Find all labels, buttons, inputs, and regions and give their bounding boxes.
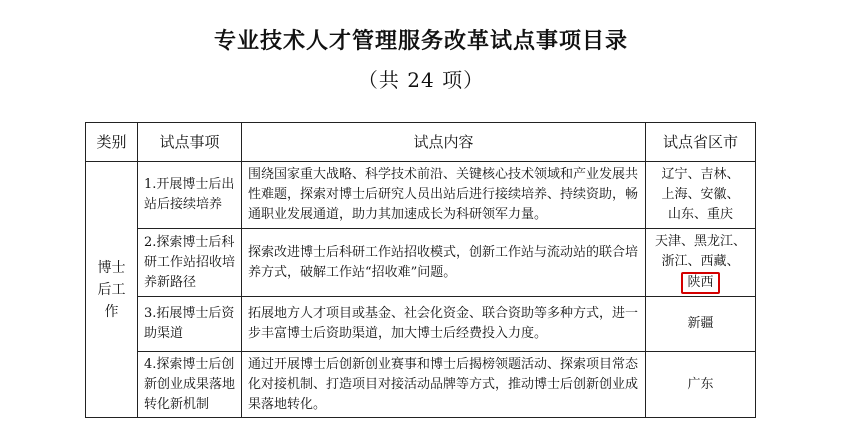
content-cell: 通过开展博士后创新创业赛事和博士后揭榜领题活动、探索项目常态化对接机制、打造项目对接活动品牌等方式，推动博士后创新创业成果落地转化。 [242,352,646,418]
province-cell [646,352,756,418]
item-cell: 2.探索博士后科研工作站招收培养新路径 [138,229,242,297]
province-cell [646,229,756,297]
table-row [86,352,756,418]
category-line: 后工 [97,281,126,298]
document-subtitle: （共 24 项） [357,68,485,92]
header-item: 试点事项 [138,123,242,162]
category-line: 博士 [97,259,126,276]
province-line: 天津、黑龙江、 [654,233,746,249]
pilot-items-table [85,122,756,418]
table-row [86,229,756,297]
province-line: 辽宁、吉林、 [661,167,740,182]
item-cell: 4.探索博士后创新创业成果落地转化新机制 [138,352,242,418]
table-row [86,162,756,229]
header-content: 试点内容 [242,123,646,162]
province-cell [646,297,756,352]
header-provinces: 试点省区市 [646,123,756,162]
item-cell: 1.开展博士后出站后接续培养 [138,162,242,229]
item-cell: 3.拓展博士后资助渠道 [138,297,242,352]
header-category: 类别 [86,123,138,162]
province-line: 广东 [687,376,714,392]
content-cell: 围绕国家重大战略、科学技术前沿、关键核心技术领域和产业发展共性难题，探索对博士后研究人员出站后进行接续培养、持续资助，畅通职业发展通道，助力其加速成长为科研领军力量。 [242,162,646,229]
content-cell: 探索改进博士后科研工作站招收模式，创新工作站与流动站的联合培养方式，破解工作站“招收难”问题。 [242,229,646,297]
province-cell [646,162,756,229]
highlighted-province: 陕西 [681,272,719,294]
province-line: 上海、安徽、 [661,187,740,202]
province-line: 新疆 [687,316,714,331]
content-cell: 拓展地方人才项目或基金、社会化资金、联合资助等多种方式，进一步丰富博士后资助渠道，加大博士后经费投入力度。 [242,297,646,352]
document-title: 专业技术人才管理服务改革试点事项目录 [213,28,628,54]
province-line: 浙江、西藏、 [661,253,740,269]
table-row [86,297,756,352]
table-header-row [86,123,756,162]
category-line: 作 [104,303,119,320]
category-cell [86,162,138,418]
province-line: 山东、重庆 [667,207,733,222]
